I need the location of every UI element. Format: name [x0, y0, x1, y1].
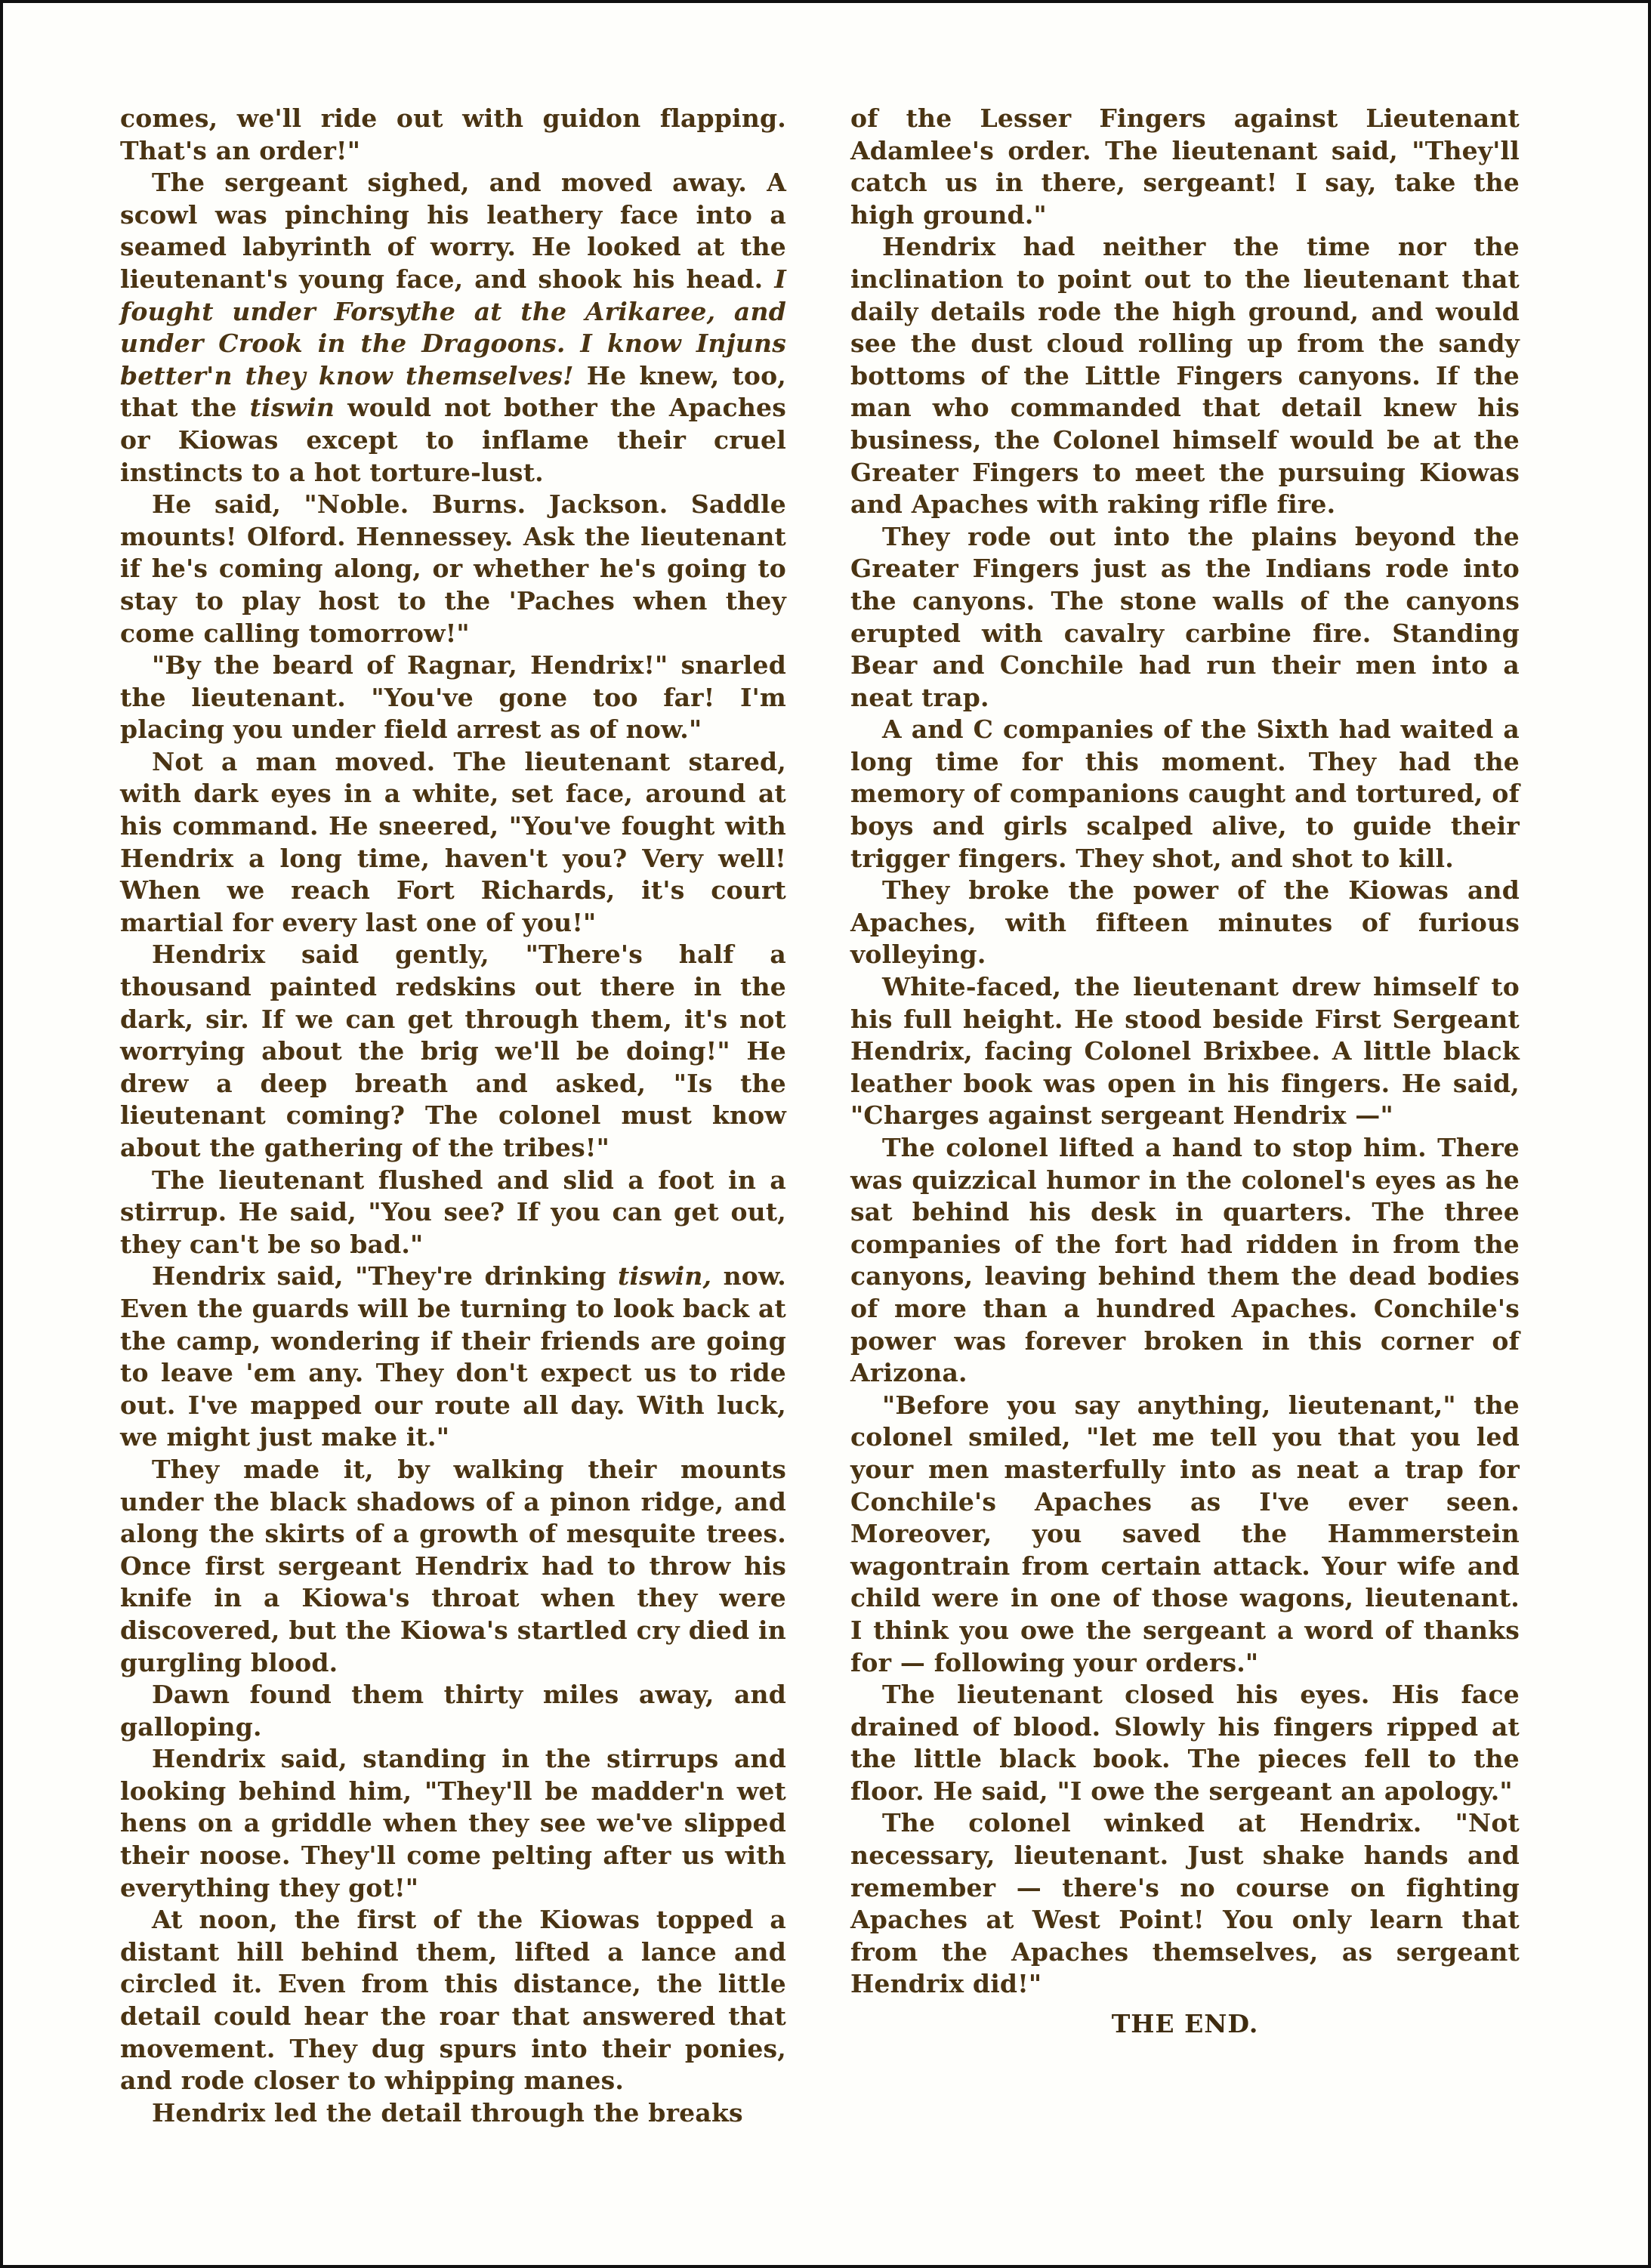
paragraph: Hendrix said gently, "There's half a thousand painted redskins out there in the dark, sir. If we can get through them, it's not worrying about the brig we'll be doing!" He drew a deep breath and asked, "Is the lieutenant coming? The colonel must know about the gathering of the tribes!"	[120, 940, 786, 1162]
the-end-label: THE END.	[1111, 2009, 1259, 2039]
italic-thought: I fought under Forsythe at the Arikaree, and under Crook in the Dragoons. I know Injuns better'n they know themselves!	[120, 264, 786, 390]
paragraph: White-faced, the lieutenant drew himself to his full height. He stood beside First Sergeant Hendrix, facing Colonel Brixbee. A little black leather book was open in his fingers. He said, "Charges against sergeant Hendrix —"	[850, 972, 1520, 1131]
paragraph	[120, 1261, 786, 1454]
paragraph: Hendrix had neither the time nor the inclination to point out to the lieutenant that daily details rode the high ground, and would see the dust cloud rolling up from the sandy bottoms of the Little Fingers canyons. If the man who commanded that detail knew his business, the Colonel himself would be at the Greater Fingers to meet the pursuing Kiowas and Apaches with raking rifle fire.	[850, 232, 1520, 520]
paragraph: Dawn found them thirty miles away, and galloping.	[120, 1680, 786, 1742]
paragraph: The colonel winked at Hendrix. "Not necessary, lieutenant. Just shake hands and remember — there's no course on fighting Apaches at West Point! You only learn that from the Apaches themselves, as sergeant Hendrix did!"	[850, 1808, 1520, 1999]
paragraph: Hendrix said, standing in the stirrups and looking behind him, "They'll be madder'n wet hens on a griddle when they see we've slipped their noose. They'll come pelting after us with everything they got!"	[120, 1744, 786, 1902]
paragraph: The lieutenant closed his eyes. His face drained of blood. Slowly his fingers ripped at the little black book. The pieces fell to the floor. He said, "I owe the sergeant an apology."	[850, 1680, 1520, 1806]
paragraph: "Before you say anything, lieutenant," the colonel smiled, "let me tell you that you led your men masterfully into as neat a trap for Conchile's Apaches as I've ever seen. Moreover, you saved the Hammerstein wagontrain from certain attack. Your wife and child were in one of those wagons, lieutenant. I think you owe the sergeant a word of thanks for — following your orders."	[850, 1390, 1520, 1677]
text-run: now. Even the guards will be turning to look back at the camp, wondering if their friends are going to leave 'em any. They don't expect us to ride out. I've mapped our route all day. With luck, we might just make it."	[120, 1261, 786, 1452]
text-run: would not bother the Apaches or Kiowas except to inflame their cruel instincts to a hot torture-lust.	[120, 393, 786, 487]
paragraph: of the Lesser Fingers against Lieutenant Adamlee's order. The lieutenant said, "They'll catch us in there, sergeant! I say, take the high ground."	[850, 103, 1520, 230]
paragraph: Not a man moved. The lieutenant stared, with dark eyes in a white, set face, around at his command. He sneered, "You've fought with Hendrix a long time, haven't you? Very well! When we reach Fort Richards, it's court martial for every last one of you!"	[120, 746, 786, 937]
paragraph: The lieutenant flushed and slid a foot in a stirrup. He said, "You see? If you can get out, they can't be so bad."	[120, 1165, 786, 1259]
paragraph	[120, 167, 786, 489]
paragraph: A and C companies of the Sixth had waited a long time for this moment. They had the memory of companions caught and tortured, of boys and girls scalped alive, to guide their trigger fingers. They shot, and shot to kill.	[850, 714, 1520, 873]
italic-word: tiswin	[249, 393, 335, 423]
left-column	[120, 103, 786, 2129]
text-run: Hendrix said, "They're drinking	[152, 1261, 619, 1291]
paragraph: They rode out into the plains beyond the Greater Fingers just as the Indians rode into the canyons. The stone walls of the canyons erupted with cavalry carbine fire. Standing Bear and Conchile had run their men into a neat trap.	[850, 521, 1520, 712]
paragraph: At noon, the first of the Kiowas topped a distant hill behind them, lifted a lance and circled it. Even from this distance, the little detail could hear the roar that answered that movement. They dug spurs into their ponies, and rode closer to whipping manes.	[120, 1905, 786, 2096]
paragraph: They broke the power of the Kiowas and Apaches, with fifteen minutes of furious volleying.	[850, 875, 1520, 970]
paragraph: He said, "Noble. Burns. Jackson. Saddle mounts! Olford. Hennessey. Ask the lieutenant if he's coming along, or whether he's going to stay to play host to the 'Paches when they come calling tomorrow!"	[120, 489, 786, 648]
italic-word: tiswin,	[618, 1261, 712, 1291]
text-run: The sergeant sighed, and moved away. A scowl was pinching his leathery face into a seamed labyrinth of worry. He looked at the lieutenant's young face, and shook his head.	[120, 168, 786, 294]
paragraph: Hendrix led the detail through the breaks	[152, 2097, 743, 2128]
paragraph: "By the beard of Ragnar, Hendrix!" snarled the lieutenant. "You've gone too far! I'm placing you under field arrest as of now."	[120, 650, 786, 745]
paragraph: They made it, by walking their mounts under the black shadows of a pinon ridge, and along the skirts of a growth of mesquite trees. Once first sergeant Hendrix had to throw his knife in a Kiowa's throat when they were discovered, but the Kiowa's startled cry died in gurgling blood.	[120, 1454, 786, 1677]
right-column	[850, 103, 1520, 2041]
paragraph: comes, we'll ride out with guidon flapping. That's an order!"	[120, 103, 786, 165]
paragraph: The colonel lifted a hand to stop him. There was quizzical humor in the colonel's eyes as he sat behind his desk in quarters. The three companies of the fort had ridden in from the canyons, leaving behind them the dead bodies of more than a hundred Apaches. Conchile's power was forever broken in this corner of Arizona.	[850, 1133, 1520, 1388]
text-run: He knew, too, that the	[120, 360, 786, 423]
